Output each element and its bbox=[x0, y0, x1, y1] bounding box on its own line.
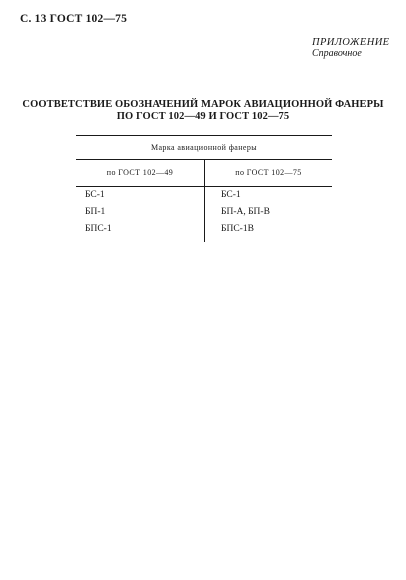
document-title-line-2: ПО ГОСТ 102—49 И ГОСТ 102—75 bbox=[116, 111, 290, 122]
table-group-header: Марка авиационной фанеры bbox=[150, 143, 258, 152]
table-row bbox=[76, 187, 332, 204]
appendix-label bbox=[312, 37, 390, 59]
table-column-headers bbox=[76, 160, 332, 186]
appendix-title: ПРИЛОЖЕНИЕ bbox=[312, 37, 390, 48]
document-title-line-1: СООТВЕТСТВИЕ ОБОЗНАЧЕНИЙ МАРОК АВИАЦИОННОЙ ФАНЕРЫ bbox=[22, 99, 384, 110]
document-title bbox=[0, 99, 406, 123]
column-header-gost-102-75: по ГОСТ 102—75 bbox=[235, 168, 302, 177]
table-cell: БС-1 bbox=[76, 187, 205, 204]
table-cell: БПС-1В bbox=[221, 224, 254, 234]
grade-correspondence-table bbox=[76, 135, 332, 238]
table-cell: БП-1 bbox=[76, 204, 205, 221]
column-header-gost-102-49: по ГОСТ 102—49 bbox=[76, 160, 205, 186]
table-cell: БП-А, БП-В bbox=[221, 207, 270, 217]
table-row bbox=[76, 221, 332, 238]
appendix-type: Справочное bbox=[312, 48, 362, 59]
page-header: С. 13 ГОСТ 102—75 bbox=[20, 13, 128, 25]
table-row bbox=[76, 204, 332, 221]
table-cell: БС-1 bbox=[221, 190, 241, 200]
table-cell: БПС-1 bbox=[76, 221, 205, 242]
